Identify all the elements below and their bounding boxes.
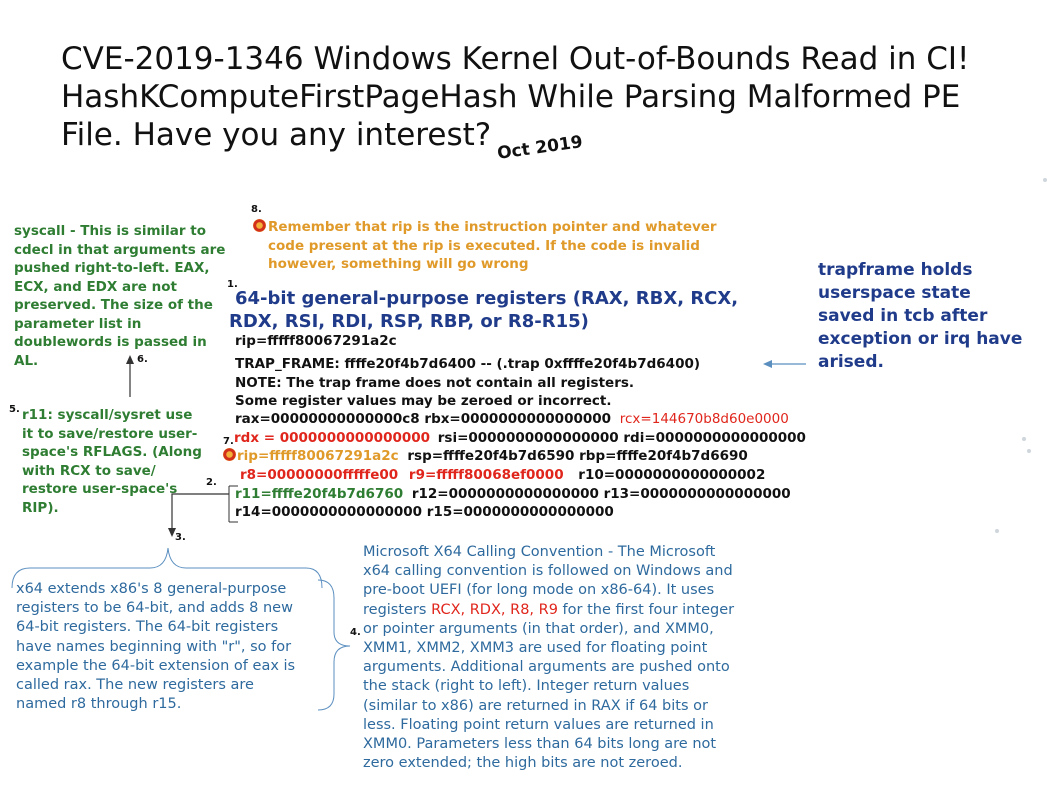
x64-note [16,580,295,714]
syscall-note-line: pushed right-to-left. EAX, [14,260,210,276]
syscall-note-line: doublewords is passed in [14,334,207,350]
ms-conv-line: pre-boot UEFI (for long mode on x86-64). It uses [363,582,715,599]
ms-conv-line: or pointer arguments (in that order), and XMM0, [363,620,714,637]
register-row [240,466,765,485]
trap-note-line: NOTE: The trap frame does not contain all registers. [235,375,635,391]
syscall-note-line: syscall - This is similar to [14,223,206,239]
syscall-note-line: parameter list in [14,315,142,332]
rbp-value: rbp=ffffe20f4b7d6690 [579,448,748,464]
x64-note-line: 64-bit registers. The 64-bit registers [16,619,279,636]
rip-top-value: rip=fffff80067291a2c [235,333,397,349]
marker-7: 7. [223,436,234,447]
ms-calling-convention-note [363,543,734,773]
trap-note-line: Some register values may be zeroed or incorrect. [235,393,612,409]
gear-icon [223,448,236,461]
register-row [237,447,748,466]
r11-note-line: it to save/restore user- [22,425,198,442]
rsi-value: rsi=0000000000000000 [437,430,619,446]
rsp-value: rsp=ffffe20f4b7d6590 [407,448,575,464]
marker-3: 3. [175,532,186,543]
rdi-value: rdi=0000000000000000 [623,430,806,446]
marker-1: 1. [227,279,238,290]
r11-note-line: with RCX to save/ [22,462,156,479]
gear-icon [253,219,266,232]
register-heading [229,287,738,333]
register-row [234,429,806,448]
marker-2: 2. [206,477,217,488]
title-line: CVE-2019-1346 Windows Kernel Out-of-Bounds Read in CI! [61,41,970,77]
trapframe-note-line: saved in tcb after [818,306,988,326]
rip-value: rip=fffff80067291a2c [237,448,399,464]
ms-conv-line: less. Floating point return values are returned in [363,716,714,733]
x64-note-line: registers to be 64-bit, and adds 8 new [16,600,293,617]
syscall-note-line: preserved. The size of the [14,297,213,313]
r11-note-line: space's RFLAGS. (Along [22,444,202,460]
ms-conv-line: Microsoft X64 Calling Convention - The Microsoft [363,544,716,560]
r13-value: r13=0000000000000000 [603,486,791,502]
ms-conv-line: registers RCX, RDX, R8, R9 for the first four integer [363,601,735,618]
register-row [235,503,614,522]
marker-4: 4. [350,627,361,638]
rip-note-line: Remember that rip is the instruction pointer and whatever [268,219,717,235]
syscall-note-line: AL. [14,352,39,369]
ms-conv-line: (similar to x86) are returned in RAX if 64 bits or [363,697,708,714]
r10-value: r10=0000000000000002 [578,467,766,483]
rip-note [268,218,717,274]
rbx-value: rbx=0000000000000000 [424,411,612,427]
register-heading-line: RDX, RSI, RDI, RSP, RBP, or R8-R15) [229,311,589,332]
ms-conv-line: arguments. Additional arguments are pushed onto [363,659,730,676]
ms-conv-line: x64 calling convention is followed on Windows and [363,563,733,580]
register-heading-line: 64-bit general-purpose registers (RAX, RBX, RCX, [235,288,739,309]
r11-note-line: restore user-space's [22,481,178,497]
ms-conv-line: XMM0. Parameters less than 64 bits long are not [363,736,717,753]
marker-8: 8. [251,204,262,215]
x64-note-line: have names beginning with "r", so for [16,638,292,655]
r8-value: r8=00000000fffffe00 [240,467,399,483]
x64-note-line: called rax. The new registers are [16,677,254,694]
title-line: File. Have you any interest? Oct 2019 [61,116,1021,159]
r14-value: r14=0000000000000000 [235,504,423,520]
syscall-note [14,222,225,370]
x64-note-line: named r8 through r15. [16,696,182,713]
ms-conv-line: the stack (right to left). Integer return values [363,678,690,695]
rip-note-line: however, something will go wrong [268,256,529,272]
trapframe-note-line: userspace state [818,283,971,303]
register-row [235,485,791,504]
trapframe-arrow-head [763,360,772,368]
trapframe-note-line: trapframe holds [818,260,973,280]
r11-note-line: r11: syscall/sysret use [22,407,193,423]
r12-value: r12=0000000000000000 [411,486,599,502]
r11-note [22,406,202,517]
syscall-note-line: ECX, and EDX are not [14,278,177,295]
rdx-value: rdx = 0000000000000000 [234,430,431,446]
ms-conv-line: XMM1, XMM2, XMM3 are used for floating point [363,640,708,657]
trap-frame-line: TRAP_FRAME: ffffe20f4b7d6400 -- (.trap 0xffffe20f4b7d6400) [235,356,701,372]
ms-conv-registers: RCX, RDX, R8, R9 [431,601,558,618]
r11-note-line: RIP). [22,499,59,516]
x64-note-line: example the 64-bit extension of eax is [16,657,296,674]
date-label: Oct 2019 [496,132,585,164]
syscall-note-line: cdecl in that arguments are [14,241,226,258]
marker-5: 5. [9,404,20,415]
rcx-value: rcx=144670b8d60e0000 [619,411,789,427]
rip-note-line: code present at the rip is executed. If the code is invalid [268,237,700,254]
marker-6: 6. [137,354,148,365]
ms-conv-line: zero extended; the high bits are not zeroed. [363,755,683,772]
brace-4 [318,580,350,710]
r11-value: r11=ffffe20f4b7d6760 [235,486,404,502]
trapframe-note-line: arised. [818,352,884,372]
x64-note-line: x64 extends x86's 8 general-purpose [16,581,287,597]
trapframe-note-line: exception or irq have [818,329,1023,349]
title-line: HashKComputeFirstPageHash While Parsing Malformed PE [61,79,961,115]
rax-value: rax=00000000000000c8 [235,411,420,427]
r9-value: r9=fffff80068ef0000 [408,467,564,483]
register-row [235,410,789,429]
trapframe-note [818,259,1022,374]
r15-value: r15=0000000000000000 [426,504,614,520]
